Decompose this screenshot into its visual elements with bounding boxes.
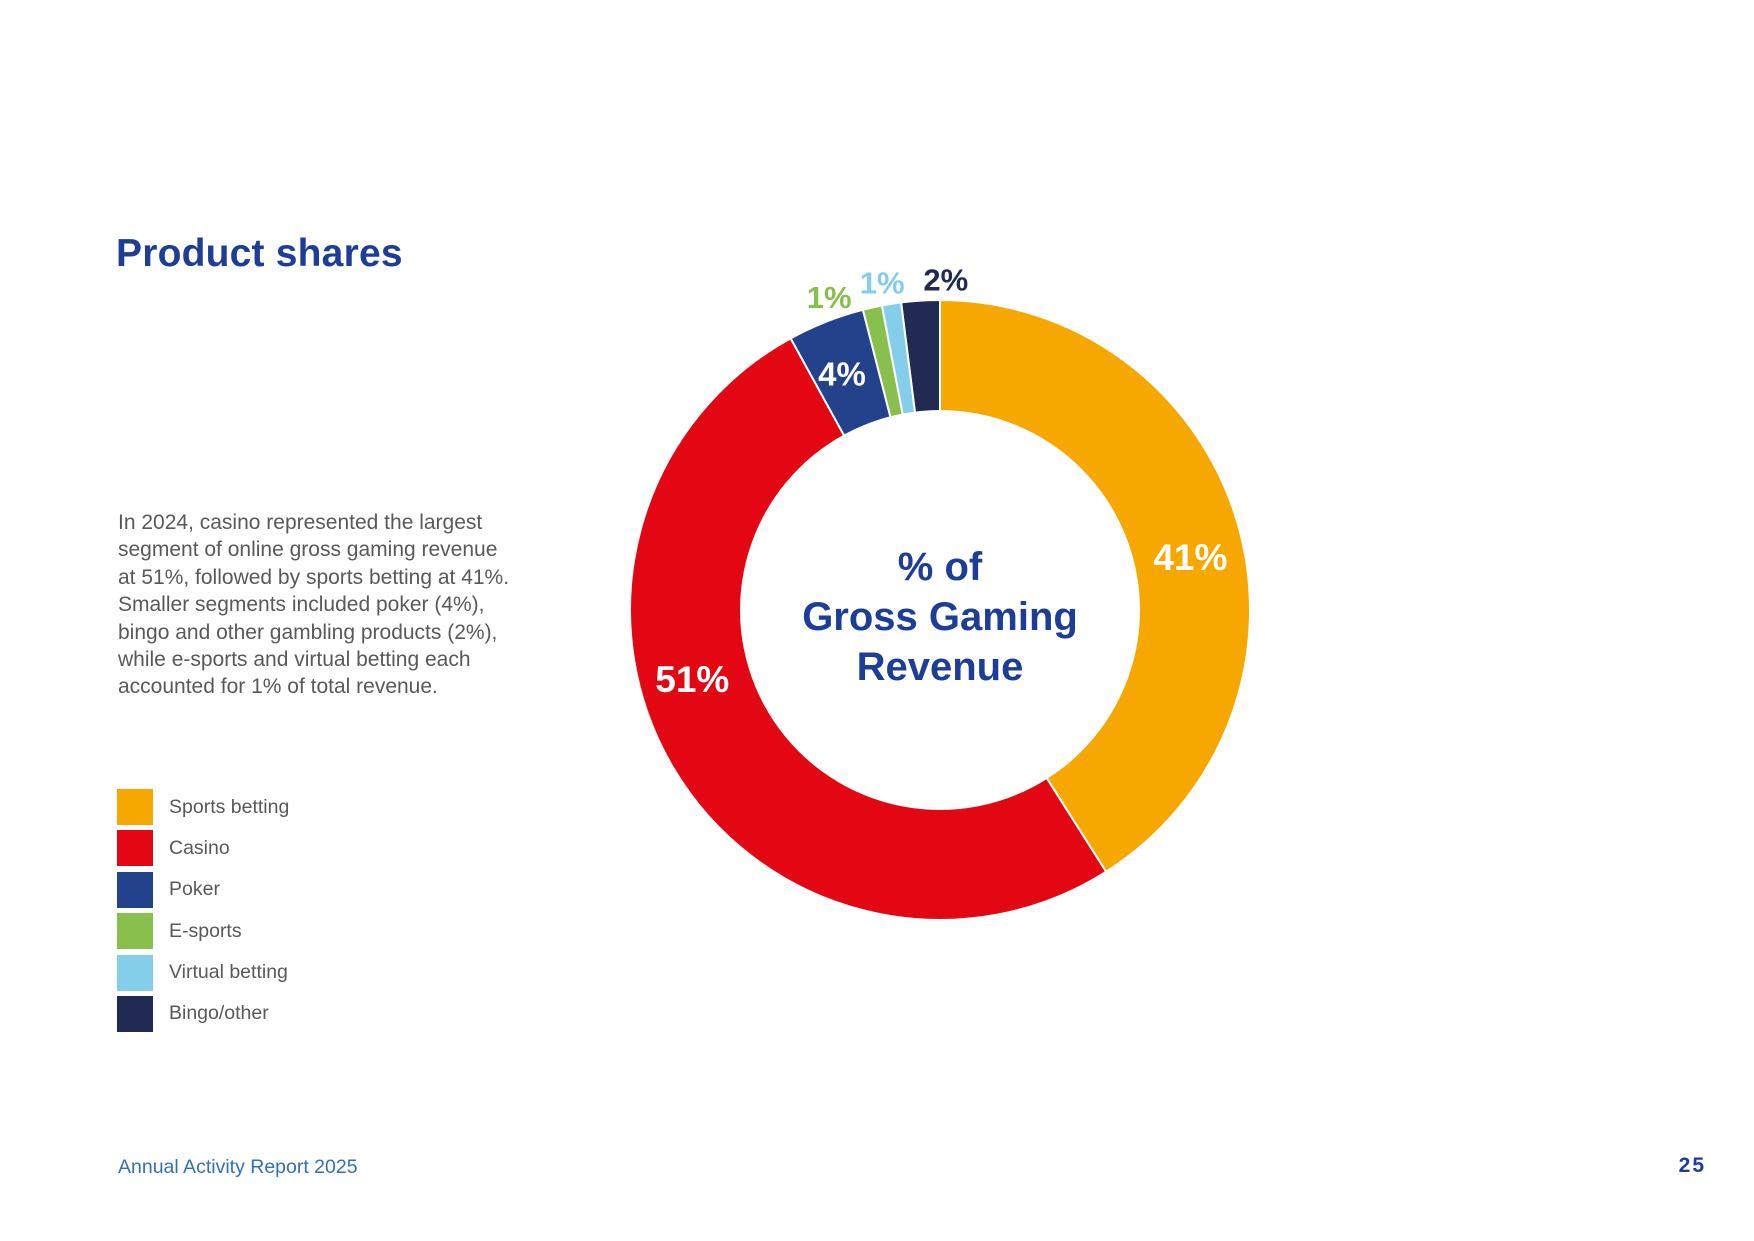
legend-label: Casino <box>169 836 230 859</box>
center-label-line-2: Gross Gaming <box>802 595 1078 639</box>
slice-label-bingo-other: 2% <box>923 262 969 298</box>
slice-label-sports-betting: 41% <box>1153 537 1228 579</box>
legend-label: Bingo/other <box>169 1002 269 1025</box>
chart-center-label <box>690 542 1190 692</box>
slice-label-virtual-betting: 1% <box>859 265 905 301</box>
legend-label: Virtual betting <box>169 961 288 984</box>
center-label-line-1: % of <box>897 545 983 589</box>
center-label-line-3: Revenue <box>856 645 1024 689</box>
slice-label-poker: 4% <box>818 355 866 393</box>
body-paragraph: In 2024, casino represented the largest segment of online gross gaming revenue at 51%, followed by sports betting at 41%. Smaller segments included poker (4%), bingo and other gambling products (2%), while e-sports and virtual betting each accounted for 1% of total revenue. <box>118 511 510 699</box>
legend-label: Poker <box>169 878 220 901</box>
page-title: Product shares <box>116 232 403 275</box>
legend-label: Sports betting <box>169 795 290 818</box>
page-number: 25 <box>1678 1154 1706 1177</box>
report-name: Annual Activity Report 2025 <box>118 1156 358 1178</box>
slice-label-e-sports: 1% <box>806 280 852 316</box>
slice-label-casino: 51% <box>655 659 730 701</box>
legend-label: E-sports <box>169 919 242 942</box>
